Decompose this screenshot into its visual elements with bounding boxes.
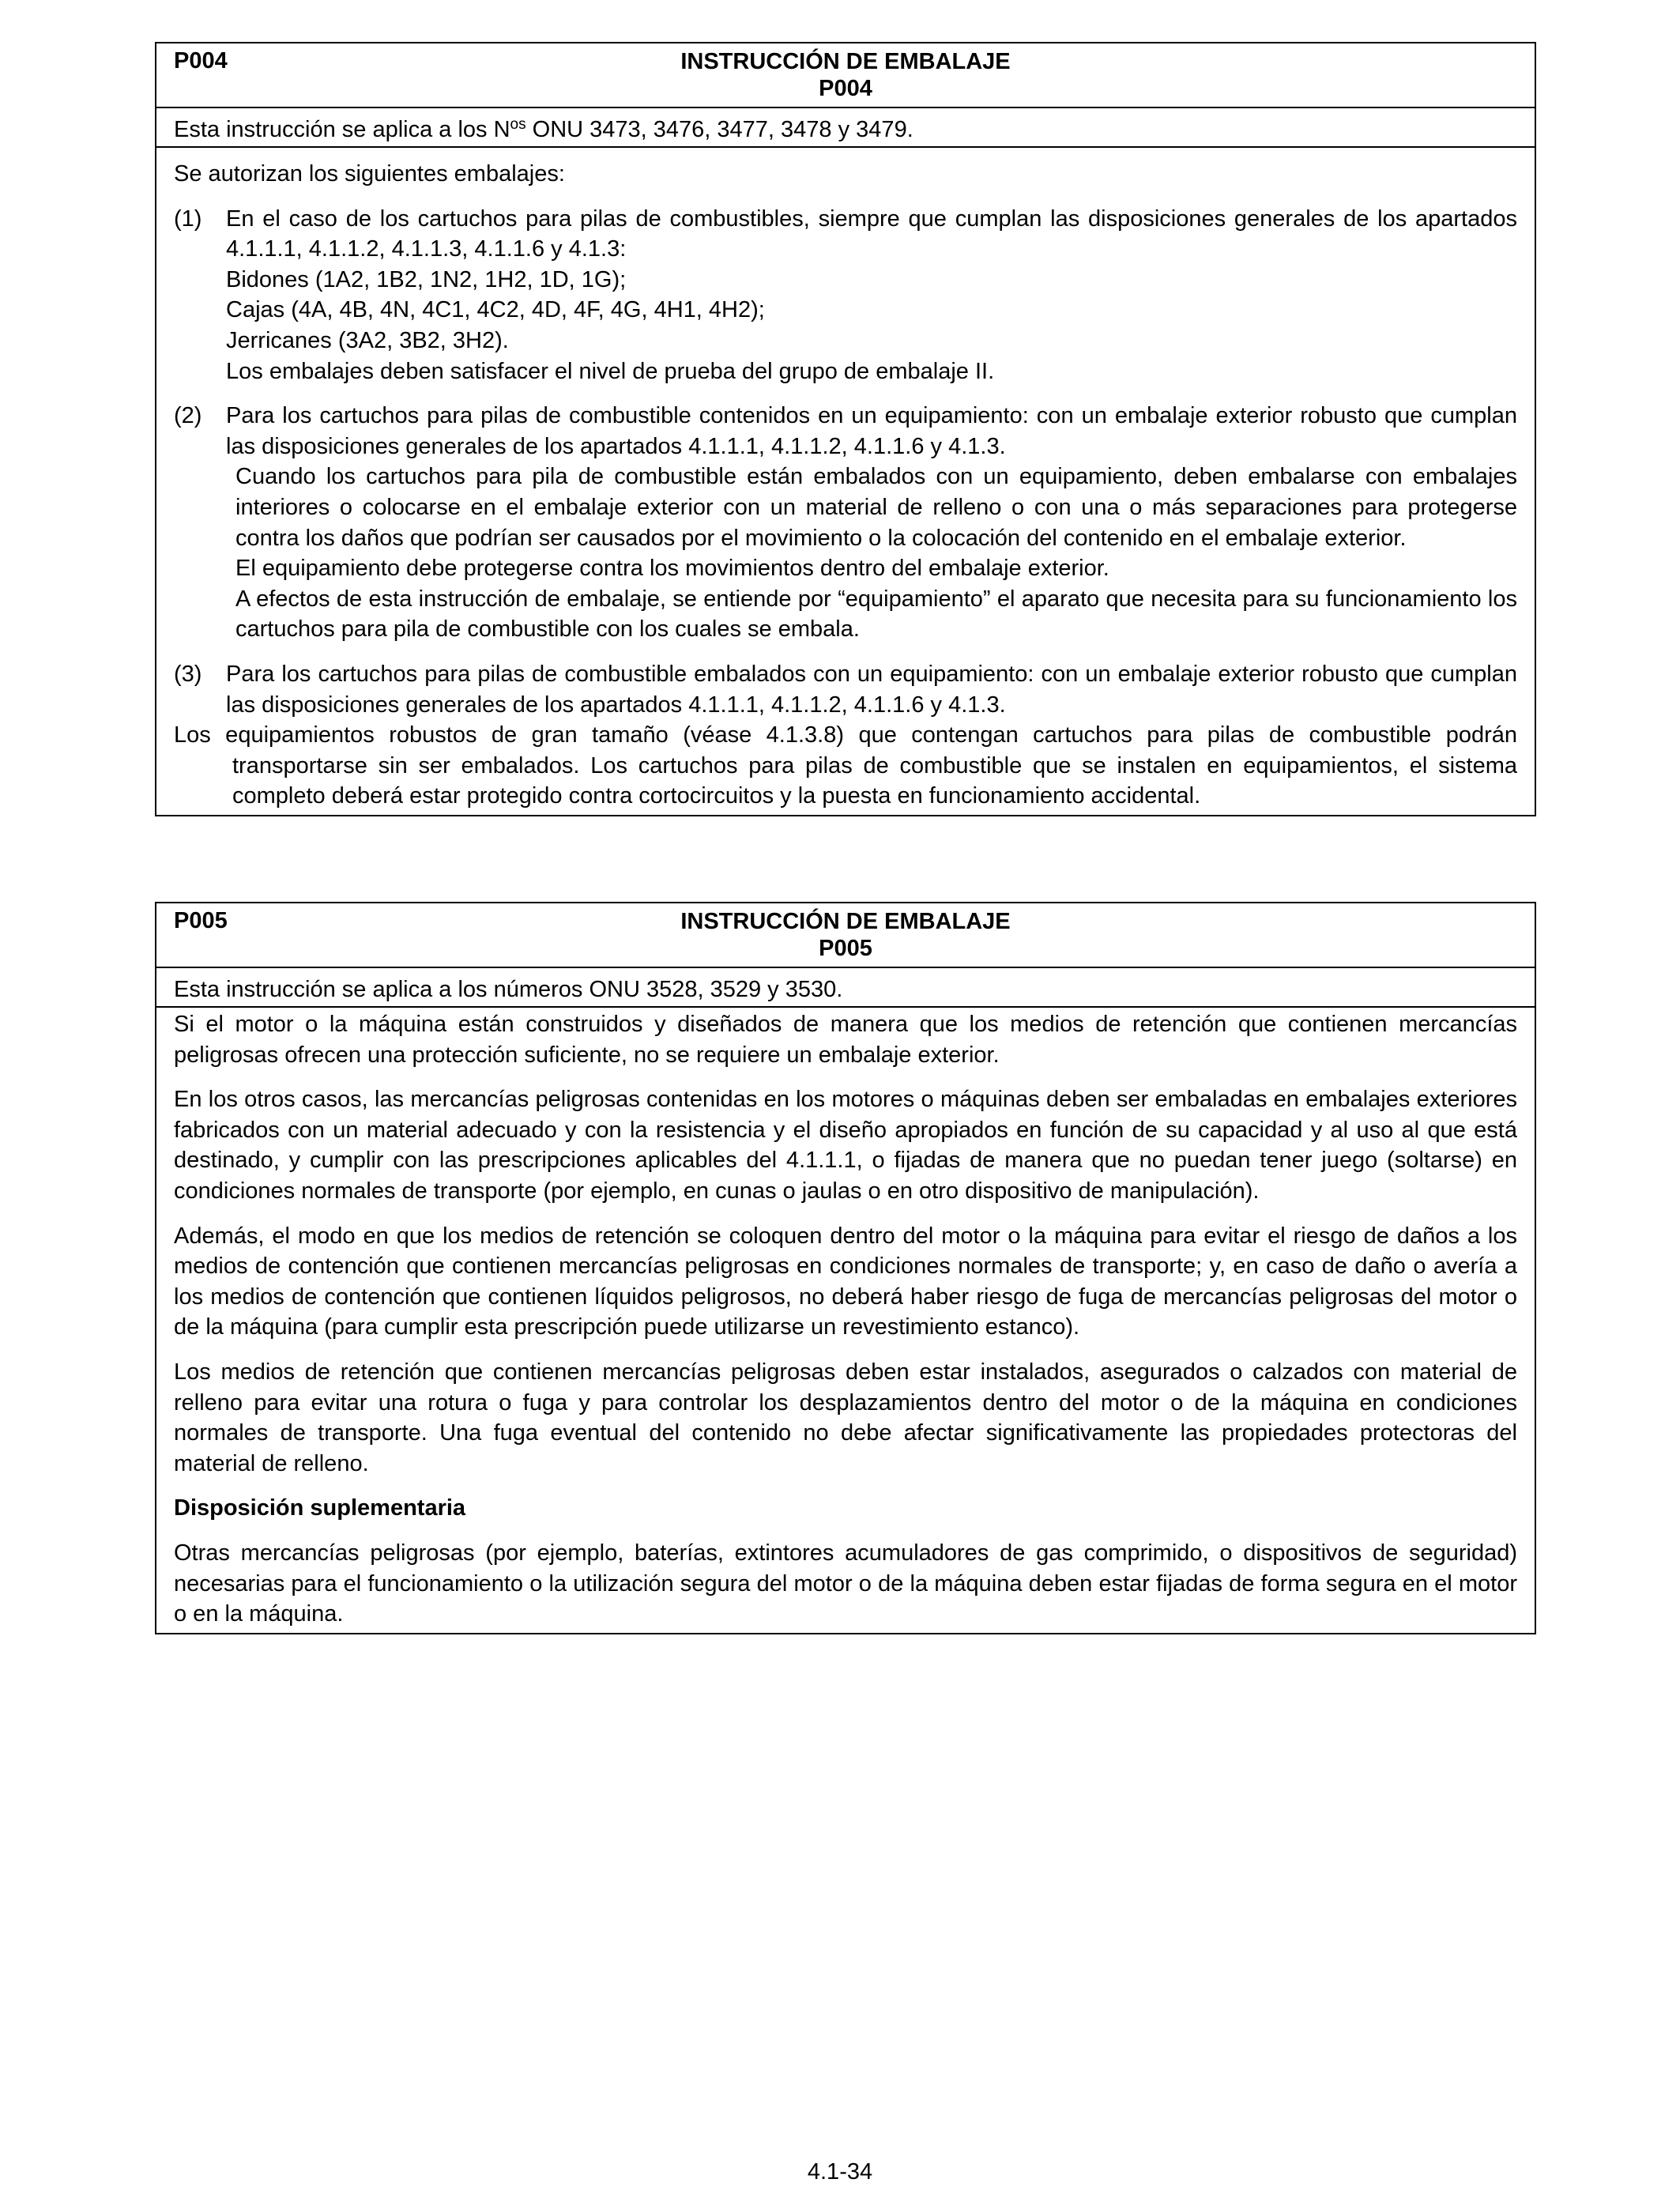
p005-header [156, 903, 1535, 968]
p004-item-2 [174, 401, 1517, 645]
item-text: Los embalajes deben satisfacer el nivel de prueba del grupo de embalaje II. [226, 358, 995, 384]
item-text: Para los cartuchos para pilas de combustible embalados con un equipamiento: con un embalaje exterior robusto que cumplan las disposiciones generales de los apartados 4.1.1.1, 4.1.1.2, 4.1.1.6 y 4.1.3. [226, 661, 1517, 718]
item-number: (1) [174, 205, 202, 232]
p004-applies-text: Esta instrucción se aplica a los N [174, 117, 510, 142]
p004-title-line2: P004 [819, 76, 872, 101]
p004-applies-row [156, 108, 1535, 148]
item-text: Jerricanes (3A2, 3B2, 3H2). [226, 327, 509, 353]
p005-paragraph: Además, el modo en que los medios de retención se coloquen dentro del motor o la máquina para evitar el riesgo de daños a los medios de contención que contienen mercancías peligrosas en condiciones normales de transporte; y, en caso de daño o avería a los medios de contención que contienen líquidos peligrosos, no deberá haber riesgo de fuga de mercancías peligrosas del motor o de la máquina (para cumplir esta prescripción puede utilizarse un revestimiento estanco). [174, 1223, 1517, 1340]
item-text: Para los cartuchos para pilas de combustible contenidos en un equipamiento: con un embalaje exterior robusto que cumplan las disposiciones generales de los apartados 4.1.1.1, 4.1.1.2, 4.1.1.6 y 4.1.3. [226, 403, 1517, 459]
item-number: (3) [174, 661, 202, 687]
p005-supplementary-heading: Disposición suplementaria [174, 1495, 466, 1521]
p004-title-line1: INSTRUCCIÓN DE EMBALAJE [680, 49, 1011, 74]
p004-code: P004 [174, 48, 228, 74]
p004-instruction-table [155, 42, 1536, 816]
item-text: El equipamiento debe protegerse contra los movimientos dentro del embalaje exterior. [235, 556, 1109, 582]
item-text: Cuando los cartuchos para pila de combustible están embalados con un equipamiento, deben embalarse con embalajes interiores o colocarse en el embalaje exterior con un material de relleno o con una o más separaciones para protegerse contra los daños que podrían ser causados por el movimiento o la colocación del contenido en el embalaje exterior. [235, 464, 1517, 551]
p005-body [156, 1009, 1535, 1633]
p004-header [156, 43, 1535, 108]
p004-applies-superscript: os [510, 116, 526, 133]
page-number: 4.1-34 [807, 2159, 873, 2185]
p004-item-1 [174, 204, 1517, 387]
item-text: En el caso de los cartuchos para pilas de combustibles, siempre que cumplan las disposiciones generales de los apartados 4.1.1.1, 4.1.1.2, 4.1.1.3, 4.1.1.6 y 4.1.3: [226, 205, 1517, 262]
item-number: (2) [174, 403, 202, 429]
p005-title-line1: INSTRUCCIÓN DE EMBALAJE [680, 909, 1011, 934]
p005-instruction-table [155, 902, 1536, 1634]
p005-title-line2: P005 [819, 936, 872, 961]
p005-supplementary-text: Otras mercancías peligrosas (por ejemplo, baterías, extintores acumuladores de gas comprimido, o dispositivos de seguridad) necesarias para el funcionamiento o la utilización segura del motor o de la máquina deben estar fijadas de forma segura en el motor o en la máquina. [174, 1540, 1517, 1627]
p005-applies-row: Esta instrucción se aplica a los números ONU 3528, 3529 y 3530. [156, 968, 1535, 1008]
p004-title [156, 48, 1535, 102]
p005-paragraph: Si el motor o la máquina están construidos y diseñados de manera que los medios de retención que contienen mercancías peligrosas ofrecen una protección suficiente, no se requiere un embalaje exterior. [174, 1012, 1517, 1068]
p005-code: P005 [174, 908, 228, 933]
p004-intro: Se autorizan los siguientes embalajes: [174, 161, 565, 187]
p004-body [156, 159, 1535, 815]
p005-title [156, 908, 1535, 962]
p004-applies-numbers: ONU 3473, 3476, 3477, 3478 y 3479. [525, 117, 913, 142]
item-text: A efectos de esta instrucción de embalaje, se entiende por “equipamiento” el aparato que necesita para su funcionamiento los cartuchos para pila de combustible con los cuales se embala. [235, 586, 1517, 643]
item-text: Cajas (4A, 4B, 4N, 4C1, 4C2, 4D, 4F, 4G, 4H1, 4H2); [226, 297, 765, 323]
p004-final-paragraph: Los equipamientos robustos de gran tamaño (véase 4.1.3.8) que contengan cartuchos para pilas de combustible podrán transportarse sin ser embalados. Los cartuchos para pilas de combustible que se instalen en equipamientos, el sistema completo deberá estar protegido contra cortocircuitos y la puesta en funcionamiento accidental. [174, 722, 1517, 809]
p005-paragraph: Los medios de retención que contienen mercancías peligrosas deben estar instalados, asegurados o calzados con material de relleno para evitar una rotura o fuga y para controlar los desplazamientos dentro del motor o de la máquina en condiciones normales de transporte. Una fuga eventual del contenido no debe afectar significativamente las propiedades protectoras del material de relleno. [174, 1359, 1517, 1476]
p005-paragraph: En los otros casos, las mercancías peligrosas contenidas en los motores o máquinas deben ser embaladas en embalajes exteriores fabricados con un material adecuado y con la resistencia y el diseño apropiados en función de su capacidad y al uso al que está destinado, y cumplir con las prescripciones aplicables del 4.1.1.1, o fijadas de manera que no puedan tener juego (soltarse) en condiciones normales de transporte (por ejemplo, en cunas o jaulas o en otro dispositivo de manipulación). [174, 1087, 1517, 1204]
item-text: Bidones (1A2, 1B2, 1N2, 1H2, 1D, 1G); [226, 266, 627, 292]
p004-item-3 [174, 659, 1517, 720]
